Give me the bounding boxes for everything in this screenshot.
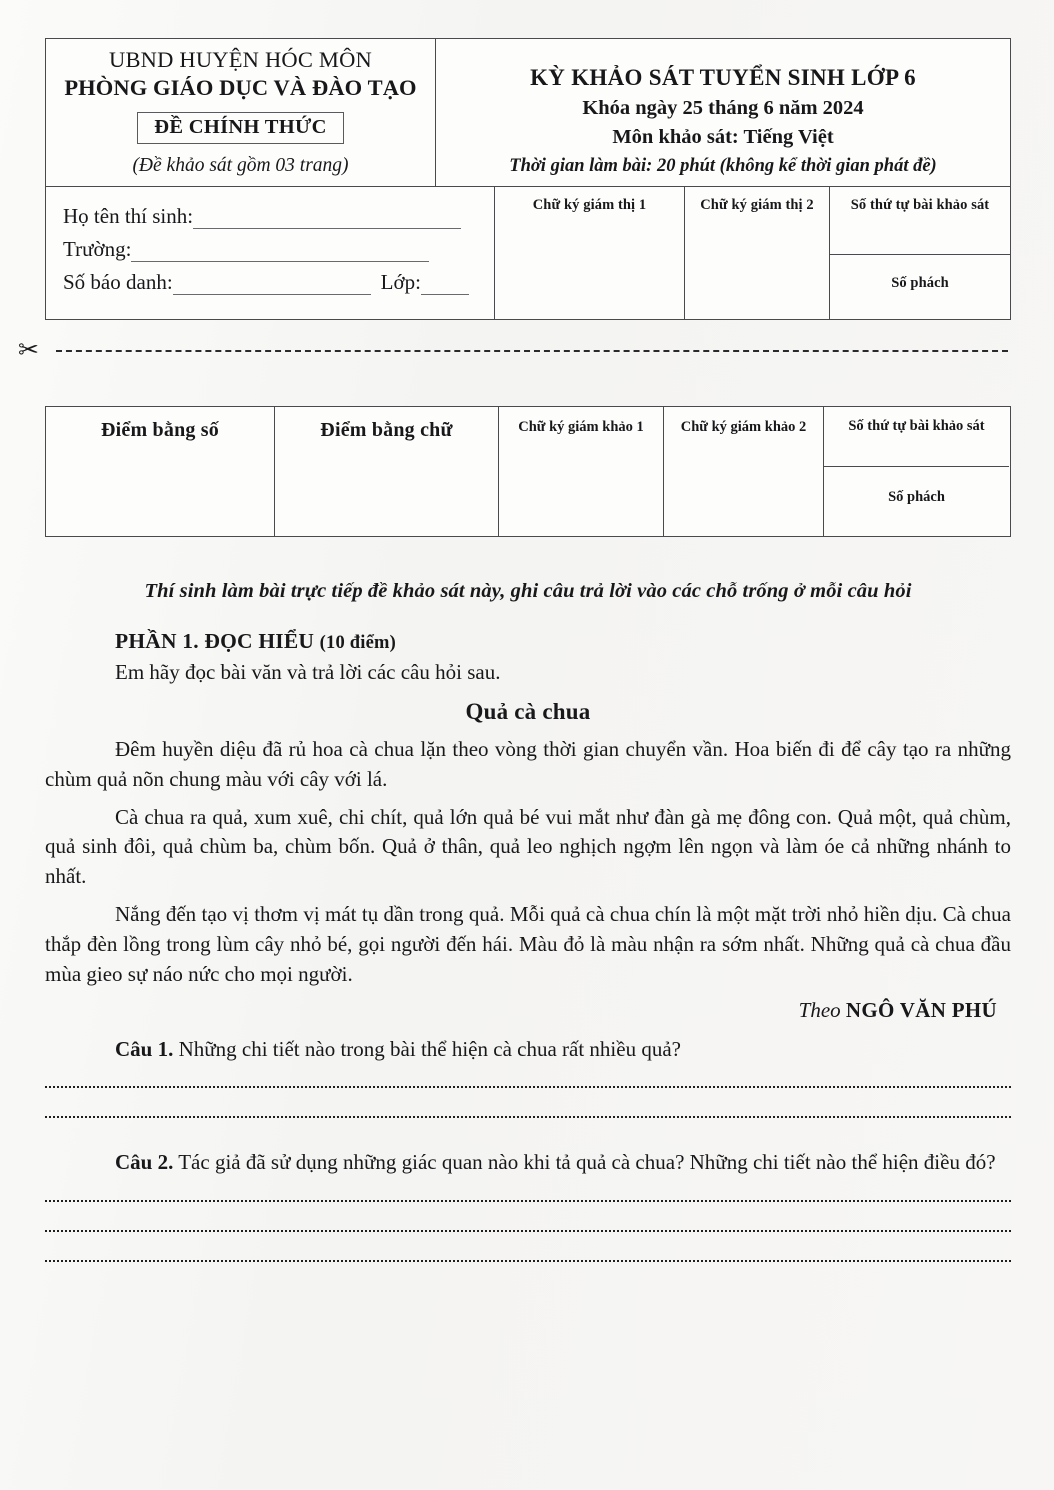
question-2-text: Tác giả đã sử dụng những giác quan nào khi tả quả cà chua? Những chi tiết nào thể hiện điều đó? [173, 1150, 996, 1175]
question-1 [45, 1035, 1011, 1065]
proctor-signature-group [495, 187, 1010, 319]
candidate-school-row [63, 237, 494, 262]
exam-header-table [45, 38, 1011, 320]
part-1-heading [115, 629, 1011, 654]
question-2 [45, 1148, 1011, 1178]
answer-line-q1-2[interactable] [45, 1116, 1011, 1118]
cut-line [18, 338, 1008, 364]
proctor-2-label: Chữ ký giám thị 2 [700, 197, 814, 213]
score-in-numbers-label: Điểm bằng số [101, 419, 219, 441]
answer-line-q2-2[interactable] [45, 1230, 1011, 1232]
org-district-name: UBND HUYỆN HÓC MÔN [109, 47, 372, 72]
attribution-prefix: Theo [798, 997, 846, 1022]
reading-instruction: Em hãy đọc bài văn và trả lời các câu hỏi sau. [115, 660, 501, 684]
question-1-text: Những chi tiết nào trong bài thể hiện cà chua rất nhiều quả? [173, 1036, 681, 1061]
exam-duration: Thời gian làm bài: 20 phút (không kể thời gian phát đề) [509, 156, 937, 176]
grader-1-label: Chữ ký giám khảo 1 [518, 419, 644, 435]
header-top-row [46, 39, 1010, 187]
exam-date: Khóa ngày 25 tháng 6 năm 2024 [582, 97, 864, 119]
grade-so-phach-bottom[interactable] [824, 467, 1009, 535]
candidate-sbd-field[interactable] [173, 274, 371, 295]
exam-body [45, 580, 1011, 1262]
proctor-1-cell[interactable] [495, 187, 685, 319]
score-in-words-label: Điểm bằng chữ [320, 419, 453, 441]
scissors-icon: ✂ [18, 337, 39, 364]
so-phach-label: Số phách [891, 275, 949, 291]
candidate-info-cell [46, 187, 495, 319]
issuing-authority-cell [46, 39, 436, 186]
candidate-sbd-row [63, 270, 494, 295]
grade-order-number-cell [824, 407, 1009, 536]
official-paper-badge: ĐỀ CHÍNH THỨC [137, 112, 343, 144]
exam-order-number-cell [830, 187, 1010, 319]
grade-so-phach-label: Số phách [888, 489, 945, 505]
passage-title: Quả cà chua [465, 699, 591, 724]
part-1-points: (10 điểm) [319, 633, 396, 653]
passage-attribution [45, 998, 1011, 1023]
so-phach-bottom[interactable] [830, 255, 1010, 318]
exam-title: KỲ KHẢO SÁT TUYỂN SINH LỚP 6 [530, 65, 916, 90]
grader-2-label: Chữ ký giám khảo 2 [680, 419, 807, 435]
score-in-numbers-cell[interactable] [46, 407, 275, 536]
passage-paragraph-3: Nắng đến tạo vị thơm vị mát tụ dần trong quả. Mỗi quả cà chua chín là một mặt trời nhỏ hiền dịu. Cà chua thắp đèn lồng trong lùm cây nhỏ bé, gọi người đến hái. Màu đỏ là màu nhận ra sớm nhất. Những quả cà chua đầu mùa gieo sự náo nức cho mọi người. [45, 902, 1011, 986]
grading-table [45, 406, 1011, 537]
candidate-name-row [63, 204, 494, 229]
answer-line-q2-3[interactable] [45, 1260, 1011, 1262]
page-count-note: (Đề khảo sát gồm 03 trang) [132, 154, 349, 176]
candidate-name-field[interactable] [193, 208, 461, 229]
candidate-class-field[interactable] [421, 274, 469, 295]
grade-order-number-top[interactable] [824, 407, 1009, 467]
question-1-label: Câu 1. [115, 1036, 174, 1061]
part-1-title-text: PHẦN 1. ĐỌC HIỂU [115, 629, 320, 653]
attribution-author: NGÔ VĂN PHÚ [845, 997, 997, 1022]
proctor-1-label: Chữ ký giám thị 1 [532, 197, 647, 213]
candidate-name-label: Họ tên thí sinh: [63, 204, 194, 228]
order-number-top[interactable] [830, 187, 1010, 255]
proctor-2-cell[interactable] [685, 187, 830, 319]
passage-paragraph-1: Đêm huyền diệu đã rủ hoa cà chua lặn theo vòng thời gian chuyển vần. Hoa biến đi để cây tạo ra những chùm quả nõn chung màu với cây với lá. [45, 737, 1011, 791]
candidate-school-label: Trường: [63, 237, 132, 261]
grader-1-cell[interactable] [499, 407, 664, 536]
candidate-class-label: Lớp: [380, 270, 421, 294]
question-2-label: Câu 2. [115, 1150, 174, 1175]
general-instruction: Thí sinh làm bài trực tiếp đề khảo sát này, ghi câu trả lời vào các chỗ trống ở mỗi câu hỏi [144, 580, 912, 602]
grader-2-cell[interactable] [664, 407, 824, 536]
cut-dashed-rule [56, 350, 1008, 352]
passage-paragraph-2: Cà chua ra quả, xum xuê, chi chít, quả lớn quả bé vui mắt như đàn gà mẹ đông con. Quả một, quả chùm, quả sinh đôi, quả chùm ba, chùm bốn. Quả ở thân, quả leo nghịch ngợm lên ngọn và làm óe cả những nhánh to nhất. [45, 804, 1011, 889]
score-in-words-cell[interactable] [275, 407, 499, 536]
exam-subject: Môn khảo sát: Tiếng Việt [612, 126, 834, 148]
order-number-label: Số thứ tự bài khảo sát [850, 197, 990, 213]
exam-meta-cell [436, 39, 1010, 186]
answer-line-q2-1[interactable] [45, 1200, 1011, 1202]
org-department-name: PHÒNG GIÁO DỤC VÀ ĐÀO TẠO [64, 74, 417, 100]
grade-order-number-label: Số thứ tự bài khảo sát [848, 418, 985, 434]
candidate-school-field[interactable] [131, 241, 429, 262]
candidate-sbd-label: Số báo danh: [63, 270, 173, 294]
header-bottom-row [46, 187, 1010, 319]
answer-line-q1-1[interactable] [45, 1086, 1011, 1088]
